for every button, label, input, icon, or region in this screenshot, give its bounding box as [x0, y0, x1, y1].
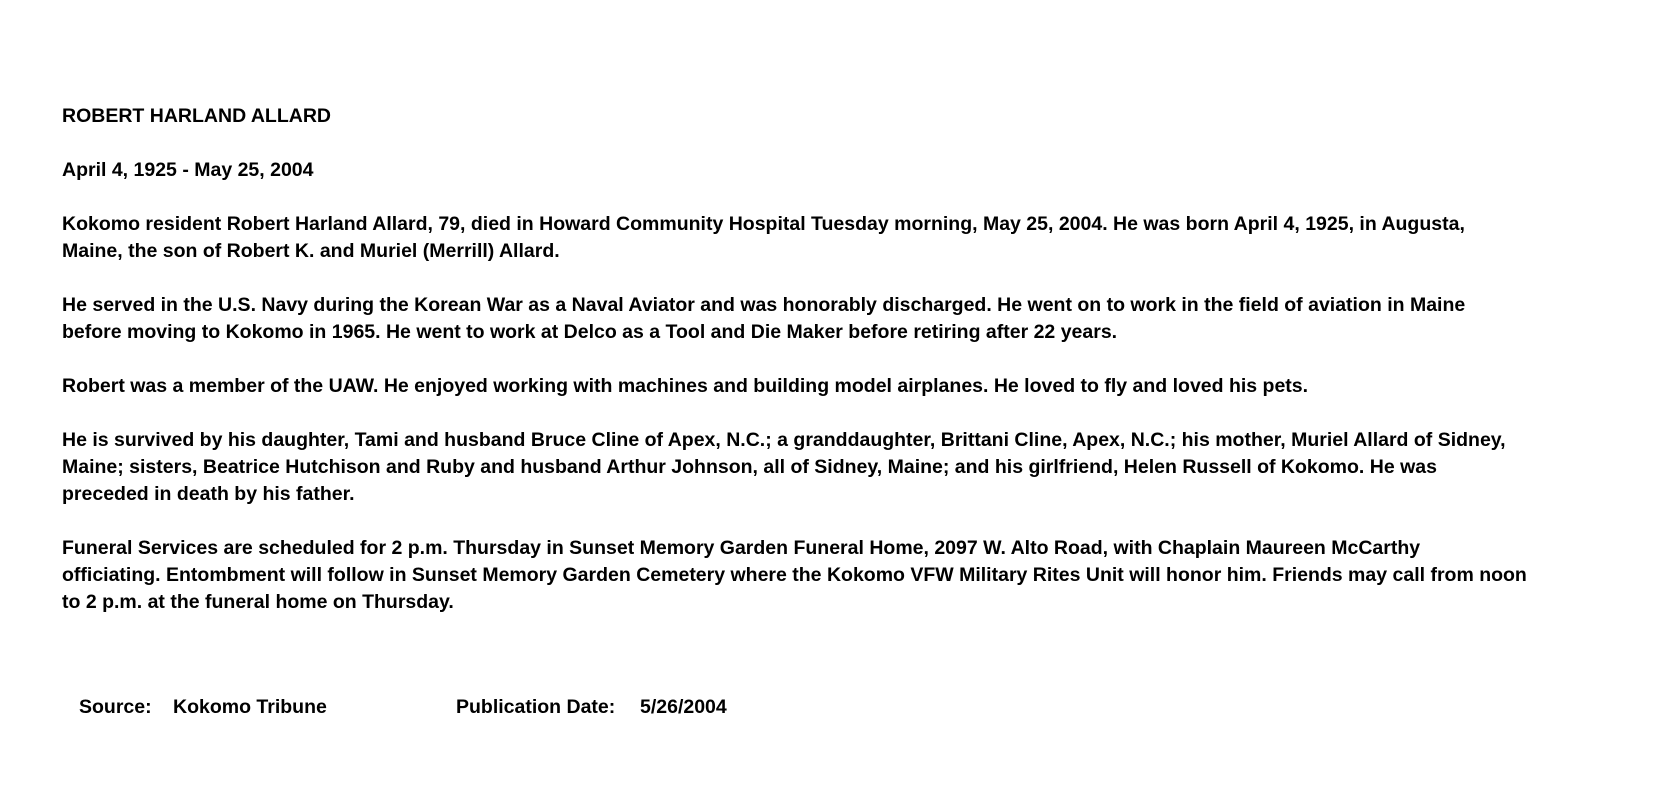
text-line: to 2 p.m. at the funeral home on Thursday.: [62, 591, 454, 613]
paragraph-services: [62, 535, 1622, 616]
publication-date-label: Publication Date:: [456, 696, 616, 718]
text-line: officiating. Entombment will follow in Sunset Memory Garden Cemetery where the Kokomo VFW Military Rites Unit will honor him. Friends may call from noon: [62, 564, 1527, 586]
text-line: before moving to Kokomo in 1965. He went to work at Delco as a Tool and Die Maker before retiring after 22 years.: [62, 321, 1118, 343]
text-line: Kokomo resident Robert Harland Allard, 79, died in Howard Community Hospital Tuesday morning, May 25, 2004. He was born April 4, 1925, in Augusta,: [62, 213, 1465, 235]
source-value: Kokomo Tribune: [173, 696, 327, 718]
deceased-name: ROBERT HARLAND ALLARD: [62, 105, 332, 127]
source-label: Source:: [79, 696, 152, 718]
publication-date-value: 5/26/2004: [640, 696, 727, 718]
text-line: Robert was a member of the UAW. He enjoyed working with machines and building model airplanes. He loved to fly and loved his pets.: [62, 375, 1309, 397]
text-line: Maine; sisters, Beatrice Hutchison and Ruby and husband Arthur Johnson, all of Sidney, Maine; and his girlfriend, Helen Russell of Kokomo. He was: [62, 456, 1437, 478]
paragraph-career: [62, 292, 1622, 346]
paragraph-biography: [62, 211, 1622, 265]
text-line: preceded in death by his father.: [62, 483, 355, 505]
text-line: He is survived by his daughter, Tami and husband Bruce Cline of Apex, N.C.; a granddaughter, Brittani Cline, Apex, N.C.; his mother, Muriel Allard of Sidney,: [62, 429, 1506, 451]
paragraph-interests: [62, 373, 1622, 400]
obituary-body: [62, 103, 1622, 643]
text-line: He served in the U.S. Navy during the Korean War as a Naval Aviator and was honorably discharged. He went on to work in the field of aviation in Maine: [62, 294, 1466, 316]
text-line: Maine, the son of Robert K. and Muriel (Merrill) Allard.: [62, 240, 560, 262]
text-line: Funeral Services are scheduled for 2 p.m. Thursday in Sunset Memory Garden Funeral Home, 2097 W. Alto Road, with Chaplain Maureen McCarthy: [62, 537, 1421, 559]
life-dates: April 4, 1925 - May 25, 2004: [62, 159, 314, 181]
paragraph-survivors: [62, 427, 1622, 508]
